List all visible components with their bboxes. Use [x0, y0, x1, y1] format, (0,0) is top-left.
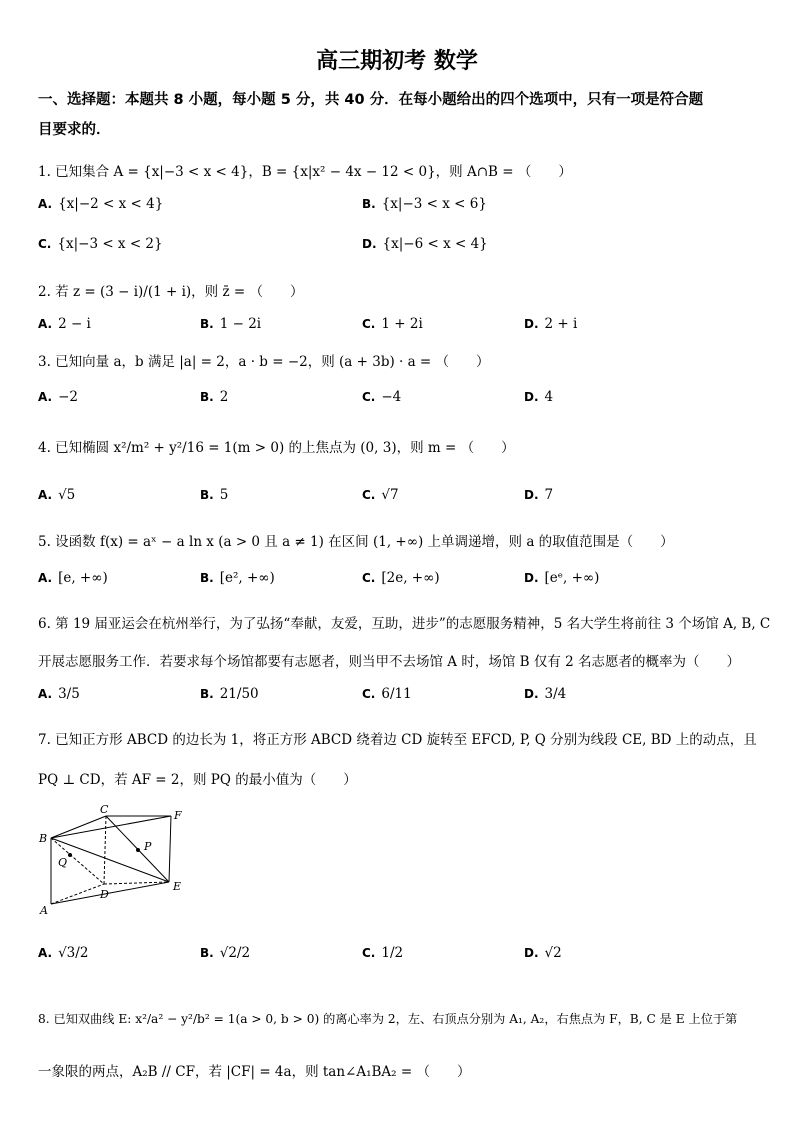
label-f: F [174, 809, 182, 822]
edge-ae [51, 882, 169, 904]
question-7-stem-cont: PQ ⊥ CD，若 AF = 2，则 PQ 的最小值为（ ） [38, 772, 357, 788]
option-text: 2 [219, 389, 229, 405]
question-7-stem: 7. 已知正方形 ABCD 的边长为 1，将正方形 ABCD 绕着边 CD 旋转至 EFCD, P, Q 分别为线段 CE, BD 上的动点，且 [38, 732, 757, 748]
option-letter: C. [362, 687, 376, 701]
question-1-option-a [38, 196, 163, 212]
question-2-option-c [362, 316, 423, 332]
question-2-stem: 2. 若 z = (3 − i)/(1 + i)，则 z̄ = （ ） [38, 284, 304, 300]
question-4-option-d [524, 487, 553, 503]
edge-bf [51, 816, 171, 838]
edge-cd [104, 816, 106, 884]
option-text: √5 [58, 487, 76, 503]
option-letter: B. [200, 946, 214, 960]
option-text: 21/50 [219, 686, 259, 702]
question-3-option-b [200, 389, 228, 405]
option-letter: D. [362, 237, 377, 251]
option-letter: B. [200, 317, 214, 331]
option-letter: C. [362, 488, 376, 502]
option-letter: C. [362, 317, 376, 331]
option-text: [e², +∞) [219, 570, 275, 586]
option-letter: B. [200, 390, 214, 404]
question-5-option-a [38, 570, 108, 586]
question-6-option-b [200, 686, 259, 702]
option-letter: C. [362, 946, 376, 960]
option-text: {x|−3 < x < 6} [381, 196, 487, 212]
option-text: √2 [544, 945, 562, 961]
page-title: 高三期初考 数学 [316, 49, 478, 74]
question-2-option-a [38, 316, 91, 332]
question-4-option-a [38, 487, 75, 503]
question-1-stem: 1. 已知集合 A = {x|−3 < x < 4}，B = {x|x² − 4x − 12 < 0}，则 A∩B = （ ） [38, 164, 572, 180]
option-letter: A. [38, 197, 53, 211]
option-letter: B. [200, 687, 214, 701]
option-text: 2 − i [58, 316, 91, 332]
option-text: 4 [544, 389, 554, 405]
section-heading-cont: 目要求的． [38, 122, 111, 138]
option-letter: A. [38, 488, 53, 502]
option-text: 3/4 [544, 686, 567, 702]
option-letter: D. [524, 488, 539, 502]
option-letter: B. [200, 488, 214, 502]
option-text: {x|−3 < x < 2} [57, 236, 163, 252]
question-7-option-c [362, 945, 403, 961]
question-3-option-d [524, 389, 553, 405]
option-text: −4 [381, 389, 402, 405]
option-letter: A. [38, 317, 53, 331]
question-3-option-c [362, 389, 401, 405]
question-7-option-d [524, 945, 562, 961]
question-8-stem-cont: 一象限的两点，A₂B // CF，若 |CF| = 4a，则 tan∠A₁BA₂ = （ ） [38, 1064, 471, 1080]
option-text: 3/5 [58, 686, 80, 702]
edge-fe [169, 816, 171, 882]
question-5-option-c [362, 570, 440, 586]
label-c: C [100, 804, 109, 816]
option-letter: B. [362, 197, 376, 211]
label-b: B [39, 832, 48, 845]
option-letter: C. [362, 390, 376, 404]
option-letter: D. [524, 317, 539, 331]
option-text: 1 − 2i [219, 316, 262, 332]
option-text: 7 [544, 487, 554, 503]
question-4-option-c [362, 487, 399, 503]
question-6-option-d [524, 686, 566, 702]
question-6-option-a [38, 686, 80, 702]
option-letter: A. [38, 390, 53, 404]
question-4-stem: 4. 已知椭圆 x²/m² + y²/16 = 1(m > 0) 的上焦点为 (0, 3)，则 m = （ ） [38, 440, 515, 456]
question-1-option-c [38, 236, 163, 252]
question-3-option-a [38, 389, 78, 405]
point-q-marker [68, 853, 72, 857]
option-text: [e, +∞) [58, 570, 108, 586]
question-8-stem: 8. 已知双曲线 E: x²/a² − y²/b² = 1(a > 0, b > 0) 的离心率为 2，左、右顶点分别为 A₁, A₂，右焦点为 F，B, C 是 E 上位于第 [38, 1012, 738, 1026]
label-p: P [144, 840, 152, 853]
edge-ad [51, 884, 104, 904]
question-2-option-d [524, 316, 577, 332]
option-letter: C. [38, 237, 52, 251]
question-2-option-b [200, 316, 261, 332]
question-3-stem: 3. 已知向量 a，b 满足 |a| = 2，a · b = −2，则 (a + 3b) · a = （ ） [38, 354, 490, 370]
option-text: 2 + i [544, 316, 578, 332]
option-letter: A. [38, 946, 53, 960]
option-letter: C. [362, 571, 376, 585]
question-4-option-b [200, 487, 228, 503]
question-1-option-b [362, 196, 487, 212]
point-p-marker [136, 848, 140, 852]
label-a: A [40, 904, 48, 916]
option-letter: D. [524, 946, 539, 960]
option-letter: D. [524, 571, 539, 585]
question-7-option-b [200, 945, 250, 961]
label-e: E [173, 880, 182, 893]
prism-figure [36, 804, 196, 916]
question-5-option-b [200, 570, 275, 586]
option-text: 1/2 [381, 945, 404, 961]
option-letter: B. [200, 571, 214, 585]
option-text: 6/11 [381, 686, 412, 702]
option-text: {x|−6 < x < 4} [382, 236, 488, 252]
question-1-option-d [362, 236, 488, 252]
label-q: Q [58, 856, 68, 869]
option-text: [eᵉ, +∞) [544, 570, 600, 586]
option-text: √7 [381, 487, 399, 503]
question-5-stem: 5. 设函数 f(x) = aˣ − a ln x (a > 0 且 a ≠ 1) 在区间 (1, +∞) 上单调递增，则 a 的取值范围是（ ） [38, 534, 674, 550]
option-text: [2e, +∞) [381, 570, 440, 586]
question-6-option-c [362, 686, 412, 702]
option-text: 1 + 2i [381, 316, 423, 332]
option-text: 5 [219, 487, 229, 503]
option-letter: A. [38, 687, 53, 701]
option-letter: D. [524, 687, 539, 701]
option-text: {x|−2 < x < 4} [58, 196, 164, 212]
option-text: √2/2 [219, 945, 251, 961]
section-heading: 一、选择题：本题共 8 小题，每小题 5 分，共 40 分．在每小题给出的四个选项中，只有一项是符合题 [38, 92, 704, 108]
label-d: D [100, 888, 109, 901]
question-6-stem-cont: 开展志愿服务工作．若要求每个场馆都要有志愿者，则当甲不去场馆 A 时，场馆 B 仅有 2 名志愿者的概率为（ ） [38, 654, 741, 670]
option-letter: A. [38, 571, 53, 585]
option-text: √3/2 [58, 945, 89, 961]
edge-bc [51, 816, 106, 838]
question-5-option-d [524, 570, 599, 586]
question-7-option-a [38, 945, 88, 961]
option-text: −2 [58, 389, 78, 405]
question-6-stem: 6. 第 19 届亚运会在杭州举行，为了弘扬“奉献，友爱，互助，进步”的志愿服务精神，5 名大学生将前往 3 个场馆 A, B, C [38, 616, 771, 632]
option-letter: D. [524, 390, 539, 404]
